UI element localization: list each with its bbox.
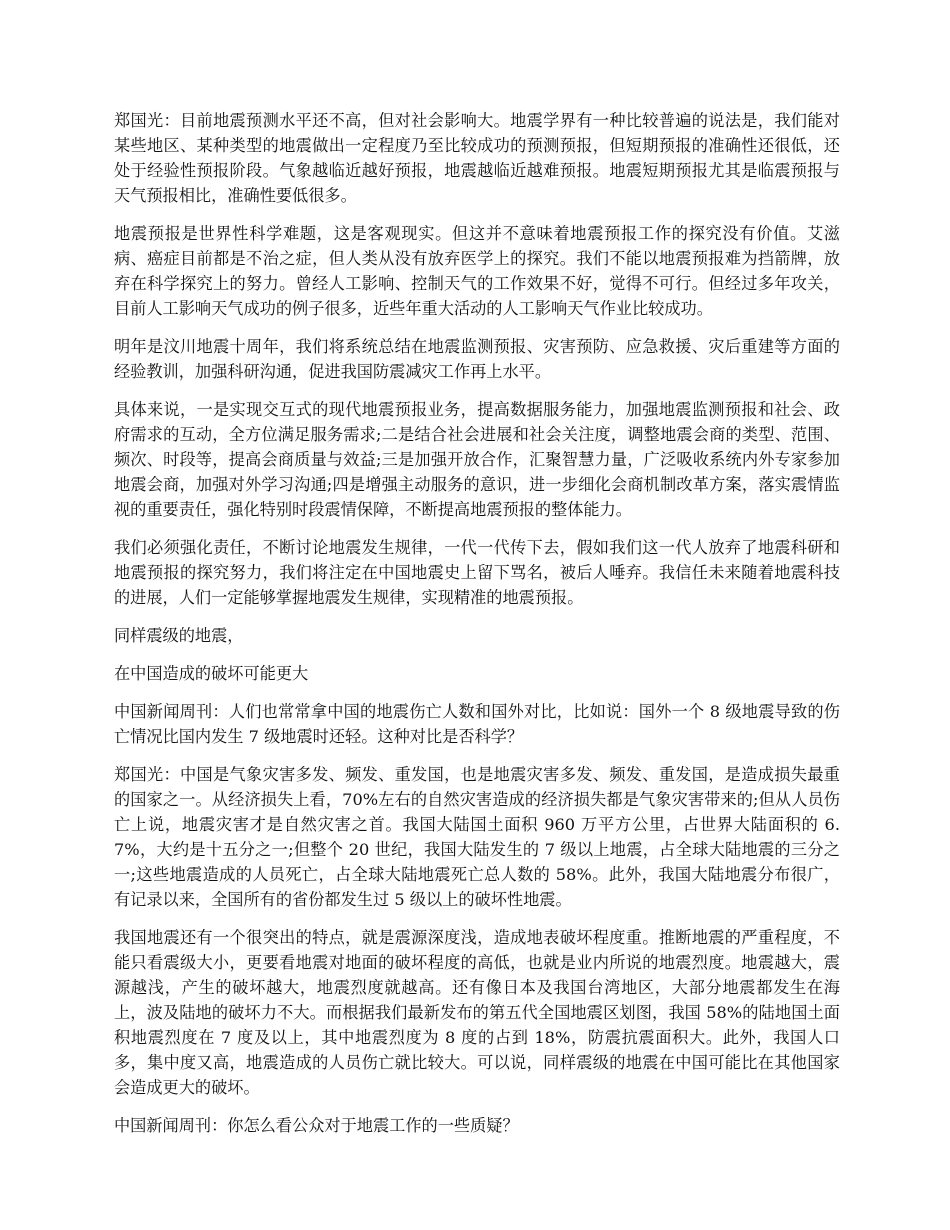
article-body bbox=[114, 108, 840, 1151]
paragraph: 中国新闻周刊：你怎么看公众对于地震工作的一些质疑？ bbox=[114, 1116, 519, 1135]
paragraph: 地震预报是世界性科学难题，这是客观现实。但这并不意味着地震预报工作的探究没有价值。艾滋病、癌症目前都是不治之症，但人类从没有放弃医学上的探究。我们不能以地震预报难为挡箭牌，放弃在科学探究上的努力。曾经人工影响、控制天气的工作效果不好，觉得不可行。但经过多年攻关，目前人工影响天气成功的例子很多，近些年重大活动的人工影响天气作业比较成功。 bbox=[114, 224, 840, 318]
section-heading-line-1: 同样震级的地震， bbox=[114, 626, 244, 645]
paragraph: 明年是汶川地震十周年，我们将系统总结在地震监测预报、灾害预防、应急救援、灾后重建等方面的经验教训，加强科研沟通，促进我国防震减灾工作再上水平。 bbox=[114, 337, 840, 381]
paragraph: 郑国光：目前地震预测水平还不高，但对社会影响大。地震学界有一种比较普遍的说法是，我们能对某些地区、某种类型的地震做出一定程度乃至比较成功的预测预报，但短期预报的准确性还很低，还处于经验性预报阶段。气象越临近越好预报，地震越临近越难预报。地震短期预报尤其是临震预报与天气预报相比，准确性要低很多。 bbox=[114, 111, 840, 205]
paragraph: 我国地震还有一个很突出的特点，就是震源深度浅，造成地表破坏程度重。推断地震的严重程度，不能只看震级大小，更要看地震对地面的破坏程度的高低，也就是业内所说的地震烈度。地震越大，震源越浅，产生的破坏越大，地震烈度就越高。还有像日本及我国台湾地区，大部分地震都发生在海上，波及陆地的破坏力不大。而根据我们最新发布的第五代全国地震区划图，我国 58%的陆地国土面积地震烈度在 7 度及以上，其中地震烈度为 8 度的占到 18%，防震抗震面积大。此外，我国人口多，集中度又高，地震造成的人员伤亡就比较大。可以说，同样震级的地震在中国可能比在其他国家会造成更大的破坏。 bbox=[114, 928, 840, 1097]
paragraph: 中国新闻周刊：人们也常常拿中国的地震伤亡人数和国外对比，比如说：国外一个 8 级地震导致的伤亡情况比国内发生 7 级地震时还轻。这种对比是否科学？ bbox=[114, 702, 840, 746]
paragraph: 郑国光：中国是气象灾害多发、频发、重发国，也是地震灾害多发、频发、重发国，是造成损失最重的国家之一。从经济损失上看，70%左右的自然灾害造成的经济损失都是气象灾害带来的;但从人员伤亡上说，地震灾害才是自然灾害之首。我国大陆国土面积 960 万平方公里，占世界大陆面积的 6.7%，大约是十五分之一;但整个 20 世纪，我国大陆发生的 7 级以上地震，占全球大陆地震的三分之一;这些地震造成的人员死亡，占全球大陆地震死亡总人数的 58%。此外，我国大陆地震分布很广，有记录以来，全国所有的省份都发生过 5 级以上的破坏性地震。 bbox=[114, 765, 840, 909]
paragraph: 具体来说，一是实现交互式的现代地震预报业务，提高数据服务能力，加强地震监测预报和社会、政府需求的互动，全方位满足服务需求;二是结合社会进展和社会关注度，调整地震会商的类型、范围、频次、时段等，提高会商质量与效益;三是加强开放合作，汇聚智慧力量，广泛吸收系统内外专家参加地震会商，加强对外学习沟通;四是增强主动服务的意识，进一步细化会商机制改革方案，落实震情监视的重要责任，强化特别时段震情保障，不断提高地震预报的整体能力。 bbox=[114, 400, 840, 519]
paragraph: 我们必须强化责任，不断讨论地震发生规律，一代一代传下去，假如我们这一代人放弃了地震科研和地震预报的探究努力，我们将注定在中国地震史上留下骂名，被后人唾弃。我信任未来随着地震科技的进展，人们一定能够掌握地震发生规律，实现精准的地震预报。 bbox=[114, 538, 840, 607]
section-heading-line-2: 在中国造成的破坏可能更大 bbox=[114, 664, 309, 683]
